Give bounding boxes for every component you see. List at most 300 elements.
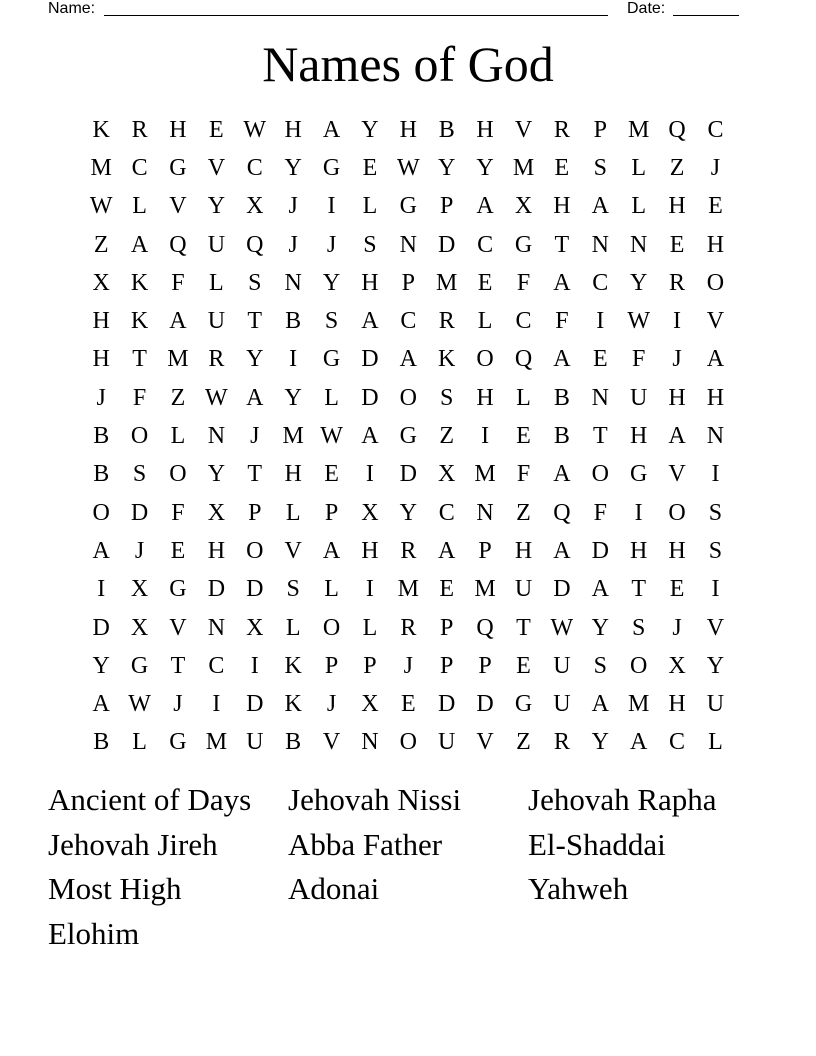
- grid-letter: D: [438, 231, 456, 258]
- grid-letter: M: [282, 423, 304, 450]
- word-list-item: Most High: [48, 871, 182, 906]
- grid-letter: Y: [399, 499, 417, 526]
- grid-letter: V: [706, 308, 725, 335]
- grid-letter: R: [208, 346, 225, 373]
- grid-letter: L: [324, 384, 339, 411]
- grid-letter: X: [514, 193, 533, 220]
- grid-letter: V: [706, 614, 725, 641]
- grid-letter: U: [706, 691, 725, 718]
- grid-letter: D: [130, 499, 149, 526]
- grid-letter: T: [247, 308, 263, 335]
- grid-letter: C: [707, 116, 724, 143]
- grid-letter: O: [706, 269, 725, 296]
- grid-letter: U: [514, 576, 533, 603]
- grid-letter: W: [128, 691, 151, 718]
- grid-letter: L: [516, 384, 531, 411]
- grid-letter: E: [439, 576, 455, 603]
- grid-letter: V: [169, 193, 187, 220]
- grid-letter: A: [361, 423, 379, 450]
- grid-letter: K: [92, 116, 110, 143]
- word-list-item: Yahweh: [528, 871, 629, 906]
- grid-letter: N: [629, 231, 648, 258]
- grid-letter: O: [591, 461, 609, 488]
- grid-letter: G: [169, 576, 187, 603]
- grid-letter: I: [365, 576, 374, 603]
- grid-letter: A: [476, 193, 494, 220]
- grid-letter: G: [169, 729, 187, 756]
- grid-letter: K: [130, 269, 149, 296]
- grid-letter: B: [553, 423, 570, 450]
- grid-letter: X: [207, 499, 226, 526]
- grid-letter: C: [592, 269, 609, 296]
- grid-letter: S: [593, 652, 607, 679]
- word-list: [48, 778, 768, 956]
- grid-letter: Q: [553, 499, 571, 526]
- grid-letter: R: [400, 537, 417, 564]
- grid-letter: G: [399, 423, 417, 450]
- letter-grid: [82, 111, 735, 762]
- grid-letter: H: [706, 231, 725, 258]
- grid-letter: S: [593, 154, 607, 181]
- grid-letter: E: [708, 193, 723, 220]
- grid-letter: Q: [169, 231, 187, 258]
- grid-letter: C: [669, 729, 686, 756]
- grid-letter: Y: [284, 384, 302, 411]
- word-list-item: El-Shaddai: [528, 826, 666, 862]
- grid-letter: D: [246, 576, 264, 603]
- grid-letter: P: [324, 652, 339, 679]
- grid-letter: S: [440, 384, 454, 411]
- grid-letter: J: [134, 537, 145, 564]
- grid-letter: Y: [207, 193, 226, 220]
- grid-letter: U: [246, 729, 264, 756]
- grid-letter: J: [403, 652, 413, 679]
- grid-letter: U: [629, 384, 648, 411]
- grid-letter: G: [169, 154, 187, 181]
- grid-letter: X: [246, 614, 264, 641]
- grid-letter: T: [592, 423, 608, 450]
- grid-letter: S: [248, 269, 262, 296]
- grid-letter: I: [481, 423, 490, 450]
- grid-letter: Y: [438, 154, 456, 181]
- grid-letter: O: [169, 461, 187, 488]
- grid-letter: I: [673, 308, 682, 335]
- grid-letter: W: [89, 193, 113, 220]
- grid-letter: I: [327, 193, 336, 220]
- grid-letter: L: [708, 729, 723, 756]
- grid-letter: H: [476, 116, 494, 143]
- grid-letter: R: [669, 269, 686, 296]
- grid-letter: H: [514, 537, 533, 564]
- grid-letter: I: [250, 652, 259, 679]
- grid-letter: J: [96, 384, 106, 411]
- grid-letter: E: [324, 461, 339, 488]
- grid-letter: S: [631, 614, 646, 641]
- grid-letter: P: [440, 614, 454, 641]
- grid-letter: M: [436, 269, 458, 296]
- grid-letter: I: [711, 576, 720, 603]
- grid-letter: M: [627, 691, 650, 718]
- grid-letter: H: [706, 384, 725, 411]
- grid-letter: E: [516, 423, 531, 450]
- grid-letter: A: [553, 537, 571, 564]
- grid-letter: N: [591, 231, 609, 258]
- grid-letter: A: [322, 537, 341, 564]
- grid-letter: E: [477, 269, 493, 296]
- grid-letter: Z: [439, 423, 455, 450]
- grid-letter: E: [554, 154, 570, 181]
- grid-letter: C: [400, 308, 417, 335]
- grid-letter: H: [399, 116, 417, 143]
- grid-letter: Y: [246, 346, 264, 373]
- grid-letter: O: [130, 423, 149, 450]
- grid-letter: Y: [92, 652, 110, 679]
- grid-letter: V: [668, 461, 686, 488]
- grid-letter: O: [476, 346, 494, 373]
- grid-letter: I: [212, 691, 221, 718]
- grid-letter: Y: [361, 116, 379, 143]
- page-title: Names of God: [262, 36, 554, 92]
- grid-letter: Y: [322, 269, 341, 296]
- grid-letter: V: [476, 729, 494, 756]
- grid-letter: L: [477, 308, 493, 335]
- grid-letter: E: [209, 116, 224, 143]
- grid-letter: Y: [591, 614, 609, 641]
- grid-letter: I: [596, 308, 605, 335]
- grid-letter: A: [591, 193, 609, 220]
- grid-letter: I: [365, 461, 374, 488]
- word-list-item: Jehovah Rapha: [528, 782, 717, 817]
- grid-letter: S: [324, 308, 339, 335]
- grid-letter: E: [669, 231, 685, 258]
- word-list-item: Jehovah Jireh: [48, 826, 218, 862]
- grid-letter: H: [629, 423, 648, 450]
- grid-letter: R: [438, 308, 455, 335]
- grid-letter: H: [476, 384, 494, 411]
- grid-letter: O: [399, 729, 417, 756]
- grid-letter: H: [284, 116, 302, 143]
- grid-letter: U: [438, 729, 456, 756]
- grid-letter: A: [361, 308, 379, 335]
- grid-letter: H: [668, 537, 686, 564]
- grid-letter: C: [515, 308, 532, 335]
- grid-letter: Z: [516, 499, 531, 526]
- grid-letter: L: [285, 614, 301, 641]
- grid-letter: G: [130, 652, 149, 679]
- grid-letter: A: [92, 537, 110, 564]
- grid-letter: V: [514, 116, 533, 143]
- grid-letter: S: [132, 461, 147, 488]
- grid-letter: Q: [514, 346, 533, 373]
- grid-letter: S: [708, 537, 723, 564]
- word-list-item: Ancient of Days: [48, 782, 252, 817]
- grid-letter: B: [93, 461, 110, 488]
- grid-letter: A: [591, 691, 609, 718]
- grid-letter: V: [284, 537, 302, 564]
- grid-letter: H: [668, 193, 686, 220]
- grid-letter: C: [131, 154, 148, 181]
- grid-letter: L: [362, 193, 378, 220]
- grid-letter: H: [92, 308, 110, 335]
- grid-letter: E: [669, 576, 685, 603]
- grid-letter: X: [361, 691, 379, 718]
- grid-letter: P: [593, 116, 607, 143]
- grid-letter: C: [246, 154, 263, 181]
- grid-letter: F: [516, 461, 531, 488]
- grid-letter: A: [322, 116, 341, 143]
- grid-letter: J: [250, 423, 260, 450]
- grid-letter: D: [553, 576, 571, 603]
- grid-letter: Y: [476, 154, 494, 181]
- grid-letter: D: [399, 461, 417, 488]
- date-label: Date:: [627, 0, 666, 17]
- grid-letter: E: [400, 691, 416, 718]
- grid-letter: L: [324, 576, 339, 603]
- grid-letter: V: [322, 729, 341, 756]
- grid-letter: N: [706, 423, 725, 450]
- grid-letter: F: [593, 499, 607, 526]
- grid-letter: G: [629, 461, 648, 488]
- grid-letter: Y: [284, 154, 302, 181]
- grid-letter: A: [399, 346, 417, 373]
- grid-letter: X: [92, 269, 110, 296]
- grid-letter: J: [326, 231, 337, 258]
- grid-letter: Q: [476, 614, 494, 641]
- grid-letter: N: [476, 499, 494, 526]
- grid-letter: I: [711, 461, 720, 488]
- grid-letter: N: [399, 231, 417, 258]
- grid-letter: L: [631, 193, 646, 220]
- grid-letter: K: [284, 652, 302, 679]
- grid-letter: Y: [207, 461, 226, 488]
- grid-letter: R: [553, 116, 570, 143]
- grid-letter: F: [171, 499, 185, 526]
- grid-letter: R: [400, 614, 417, 641]
- grid-letter: I: [289, 346, 298, 373]
- grid-letter: Y: [629, 269, 648, 296]
- grid-letter: R: [131, 116, 148, 143]
- grid-letter: P: [324, 499, 339, 526]
- grid-letter: P: [363, 652, 377, 679]
- grid-letter: H: [553, 193, 571, 220]
- grid-letter: B: [285, 308, 302, 335]
- grid-letter: W: [550, 614, 574, 641]
- grid-letter: X: [130, 614, 149, 641]
- grid-letter: A: [706, 346, 725, 373]
- grid-letter: D: [246, 691, 264, 718]
- grid-letter: A: [668, 423, 686, 450]
- grid-letter: M: [474, 576, 496, 603]
- grid-letter: F: [132, 384, 147, 411]
- grid-letter: J: [288, 193, 298, 220]
- grid-letter: D: [591, 537, 609, 564]
- grid-letter: A: [553, 269, 571, 296]
- grid-letter: F: [555, 308, 569, 335]
- grid-letter: M: [512, 154, 535, 181]
- grid-letter: X: [668, 652, 686, 679]
- grid-letter: D: [92, 614, 110, 641]
- grid-letter: P: [440, 193, 454, 220]
- grid-letter: T: [554, 231, 570, 258]
- grid-letter: L: [132, 729, 147, 756]
- grid-letter: Q: [668, 116, 686, 143]
- grid-letter: L: [362, 614, 378, 641]
- grid-letter: N: [361, 729, 379, 756]
- grid-letter: K: [438, 346, 456, 373]
- grid-letter: X: [246, 193, 264, 220]
- grid-letter: W: [243, 116, 267, 143]
- grid-letter: T: [170, 652, 186, 679]
- grid-letter: U: [207, 308, 226, 335]
- grid-letter: J: [173, 691, 183, 718]
- grid-letter: H: [169, 116, 187, 143]
- header-line: [48, 0, 768, 20]
- grid-letter: H: [284, 461, 302, 488]
- grid-letter: D: [476, 691, 494, 718]
- grid-letter: G: [399, 193, 417, 220]
- grid-letter: Z: [669, 154, 685, 181]
- grid-letter: H: [92, 346, 110, 373]
- grid-letter: C: [477, 231, 494, 258]
- grid-letter: P: [401, 269, 415, 296]
- grid-letter: D: [438, 691, 456, 718]
- word-list-item: Adonai: [288, 871, 380, 906]
- grid-letter: O: [92, 499, 110, 526]
- grid-letter: Y: [706, 652, 725, 679]
- grid-letter: G: [514, 691, 533, 718]
- word-list-item: Elohim: [48, 915, 140, 951]
- grid-letter: H: [361, 269, 379, 296]
- grid-letter: J: [288, 231, 298, 258]
- grid-letter: E: [592, 346, 608, 373]
- grid-letter: H: [629, 537, 648, 564]
- grid-letter: J: [710, 154, 721, 181]
- grid-letter: M: [397, 576, 419, 603]
- word-list-item: Jehovah Nissi: [288, 782, 462, 817]
- grid-letter: N: [284, 269, 302, 296]
- grid-letter: O: [246, 537, 264, 564]
- grid-letter: F: [171, 269, 185, 296]
- grid-letter: P: [248, 499, 262, 526]
- grid-letter: E: [170, 537, 186, 564]
- grid-letter: D: [361, 384, 379, 411]
- grid-letter: Z: [170, 384, 186, 411]
- grid-letter: U: [553, 652, 571, 679]
- grid-letter: G: [514, 231, 533, 258]
- date-blank-line: [673, 15, 739, 16]
- grid-letter: I: [634, 499, 643, 526]
- grid-letter: A: [92, 691, 110, 718]
- grid-letter: A: [130, 231, 149, 258]
- grid-letter: E: [516, 652, 531, 679]
- grid-letter: P: [440, 652, 454, 679]
- grid-letter: W: [396, 154, 420, 181]
- grid-letter: T: [631, 576, 646, 603]
- grid-letter: B: [438, 116, 455, 143]
- grid-letter: S: [708, 499, 723, 526]
- grid-letter: X: [361, 499, 379, 526]
- grid-letter: H: [668, 691, 686, 718]
- grid-letter: M: [474, 461, 496, 488]
- grid-letter: M: [627, 116, 650, 143]
- grid-letter: Z: [516, 729, 531, 756]
- grid-letter: S: [363, 231, 377, 258]
- grid-letter: S: [286, 576, 300, 603]
- grid-letter: W: [627, 308, 650, 335]
- grid-letter: N: [207, 423, 226, 450]
- grid-letter: B: [93, 423, 110, 450]
- grid-letter: A: [246, 384, 264, 411]
- grid-letter: T: [247, 461, 263, 488]
- grid-letter: V: [207, 154, 226, 181]
- grid-letter: N: [207, 614, 226, 641]
- grid-letter: A: [553, 346, 571, 373]
- grid-letter: H: [361, 537, 379, 564]
- grid-letter: A: [591, 576, 609, 603]
- grid-letter: M: [167, 346, 189, 373]
- grid-letter: T: [516, 614, 531, 641]
- grid-letter: A: [629, 729, 648, 756]
- name-blank-line: [104, 15, 608, 16]
- grid-letter: G: [322, 346, 341, 373]
- grid-letter: I: [97, 576, 106, 603]
- grid-letter: B: [285, 729, 302, 756]
- grid-letter: P: [478, 537, 492, 564]
- grid-letter: A: [553, 461, 571, 488]
- grid-letter: B: [93, 729, 110, 756]
- grid-letter: O: [629, 652, 648, 679]
- grid-letter: M: [205, 729, 228, 756]
- grid-letter: U: [207, 231, 226, 258]
- grid-letter: Q: [246, 231, 264, 258]
- grid-letter: V: [169, 614, 187, 641]
- grid-letter: J: [326, 691, 337, 718]
- grid-letter: G: [322, 154, 341, 181]
- grid-letter: X: [438, 461, 456, 488]
- grid-letter: J: [672, 614, 682, 641]
- grid-letter: C: [438, 499, 455, 526]
- grid-letter: L: [209, 269, 224, 296]
- grid-letter: M: [90, 154, 112, 181]
- grid-letter: R: [553, 729, 570, 756]
- grid-letter: U: [553, 691, 571, 718]
- grid-letter: O: [668, 499, 686, 526]
- grid-letter: L: [170, 423, 186, 450]
- grid-letter: O: [399, 384, 417, 411]
- grid-letter: X: [130, 576, 149, 603]
- grid-letter: E: [362, 154, 378, 181]
- grid-letter: A: [169, 308, 187, 335]
- grid-letter: W: [205, 384, 228, 411]
- grid-letter: N: [591, 384, 609, 411]
- grid-letter: C: [208, 652, 225, 679]
- grid-letter: Y: [591, 729, 609, 756]
- grid-letter: B: [553, 384, 570, 411]
- grid-letter: F: [631, 346, 646, 373]
- grid-letter: A: [438, 537, 456, 564]
- grid-letter: F: [516, 269, 531, 296]
- grid-letter: K: [130, 308, 149, 335]
- grid-letter: H: [668, 384, 686, 411]
- grid-letter: L: [631, 154, 646, 181]
- word-list-item: Abba Father: [288, 826, 443, 862]
- grid-letter: P: [478, 652, 492, 679]
- name-label: Name:: [48, 0, 96, 17]
- grid-letter: K: [284, 691, 302, 718]
- grid-letter: L: [132, 193, 147, 220]
- grid-letter: L: [285, 499, 301, 526]
- grid-letter: T: [132, 346, 147, 373]
